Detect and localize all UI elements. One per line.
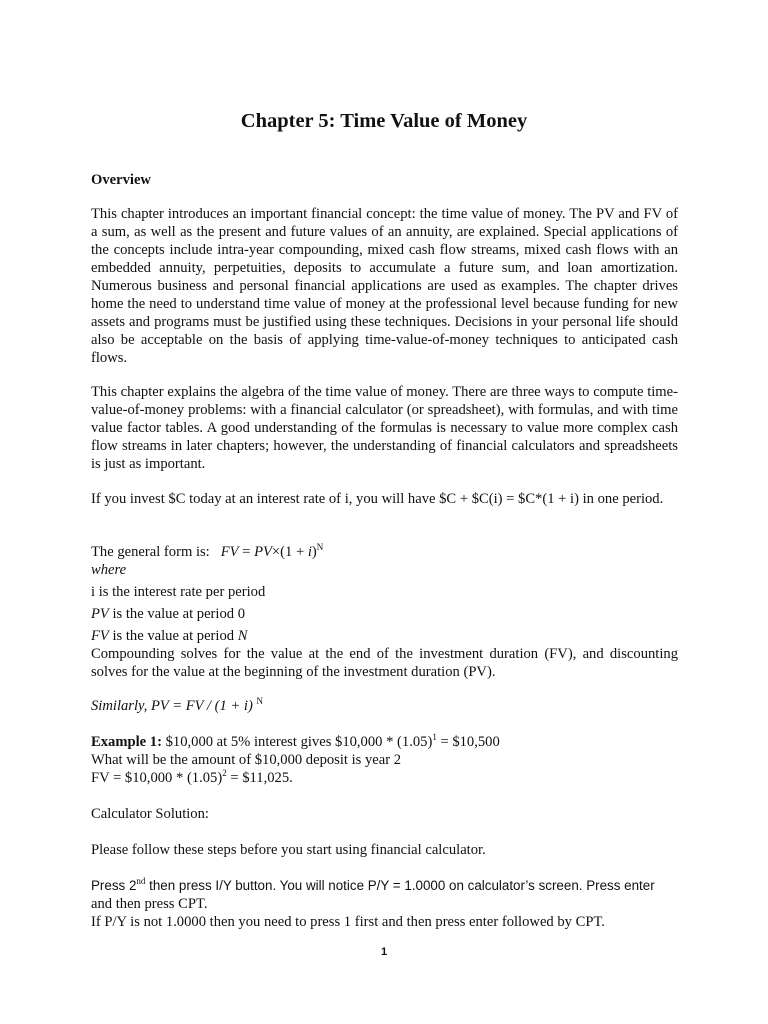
general-form-line bbox=[91, 543, 678, 561]
formula-close: ) bbox=[311, 544, 317, 560]
formula-fv: FV bbox=[220, 544, 239, 560]
definition-fv-n: N bbox=[237, 628, 248, 644]
definition-pv-symbol: PV bbox=[91, 606, 109, 622]
paragraph-algebra: This chapter explains the algebra of the time value of money. There are three ways to compute time-value-of-money problems: with a financial calculator (or spreadsheet), with formulas, and with time value factor tables. A good understanding of the formulas is necessary to value more complex cash flow streams in later chapters; however, the understanding of financial calculators and spreadsheets is just as important. bbox=[91, 384, 678, 472]
press-text-b: then press I/Y button. You will notice P/Y = 1.0000 on calculator’s screen. Press enter bbox=[145, 878, 655, 893]
general-form-lead: The general form is: bbox=[91, 544, 210, 560]
page-number: 1 bbox=[380, 946, 388, 958]
press-line-1 bbox=[91, 877, 678, 895]
follow-steps-line: Please follow these steps before you start using financial calculator. bbox=[91, 842, 486, 858]
example-1-sup-1: 1 bbox=[432, 732, 437, 742]
example-1 bbox=[91, 733, 678, 787]
definition-fv bbox=[91, 627, 678, 645]
press-instructions bbox=[91, 877, 678, 931]
example-1-text-c: FV = $10,000 * (1.05) bbox=[91, 770, 223, 786]
press-line-3: If P/Y is not 1.0000 then you need to press 1 first and then press enter followed by CPT. bbox=[91, 914, 605, 930]
example-1-text-d: = $11,025. bbox=[226, 770, 293, 786]
example-1-line-1 bbox=[91, 733, 678, 751]
formula-sup: N bbox=[316, 542, 324, 552]
similarly-text: Similarly, PV = FV / (1 + i) bbox=[91, 698, 257, 714]
similarly-line bbox=[91, 697, 678, 715]
definition-pv bbox=[91, 605, 678, 623]
press-sup: nd bbox=[136, 876, 146, 886]
formula-eq: = bbox=[238, 544, 255, 560]
press-line-2: and then press CPT. bbox=[91, 896, 208, 912]
similarly-sup: N bbox=[256, 696, 263, 706]
overview-heading: Overview bbox=[91, 172, 151, 188]
where-label: where bbox=[91, 562, 127, 578]
formula-rest: ×(1 + bbox=[271, 544, 308, 560]
press-text-a: Press 2 bbox=[91, 878, 137, 893]
paragraph-invest: If you invest $C today at an interest rate of i, you will have $C + $C(i) = $C*(1 + i) in one period. bbox=[91, 491, 664, 507]
example-1-label: Example 1: bbox=[91, 734, 162, 750]
definition-i: i is the interest rate per period bbox=[91, 584, 266, 600]
definition-fv-symbol: FV bbox=[91, 628, 109, 644]
paragraph-intro: This chapter introduces an important financial concept: the time value of money. The PV and FV of a sum, as well as the present and future values of an annuity, are explained. Special applications of the concepts include intra-year compounding, mixed cash flow streams, mixed cash flows with an embedded annuity, perpetuities, deposits to accumulate a future sum, and loan amortization. Numerous business and personal financial applications are used as examples. The chapter drives home the need to understand time value of money at the professional level because funding for new assets and programs must be justified using these techniques. Decisions in your personal life should also be acceptable on the basis of applying time-value-of-money techniques to anticipated cash flows. bbox=[91, 206, 678, 366]
definition-fv-text: is the value at period bbox=[108, 628, 238, 644]
formula-pv: PV bbox=[254, 544, 272, 560]
calculator-solution-heading: Calculator Solution: bbox=[91, 806, 209, 822]
definition-pv-text: is the value at period 0 bbox=[108, 606, 246, 622]
chapter-title: Chapter 5: Time Value of Money bbox=[240, 110, 528, 132]
example-1-sup-2: 2 bbox=[222, 768, 227, 778]
formula-i: i bbox=[307, 544, 312, 560]
example-1-text-b: = $10,500 bbox=[436, 734, 500, 750]
example-1-line-3 bbox=[91, 769, 678, 787]
example-1-text-a: $10,000 at 5% interest gives $10,000 * (1.05) bbox=[161, 734, 433, 750]
example-1-line-2: What will be the amount of $10,000 deposit is year 2 bbox=[91, 752, 402, 768]
paragraph-compounding: Compounding solves for the value at the end of the investment duration (FV), and discounting solves for the value at the beginning of the investment duration (PV). bbox=[91, 646, 678, 680]
